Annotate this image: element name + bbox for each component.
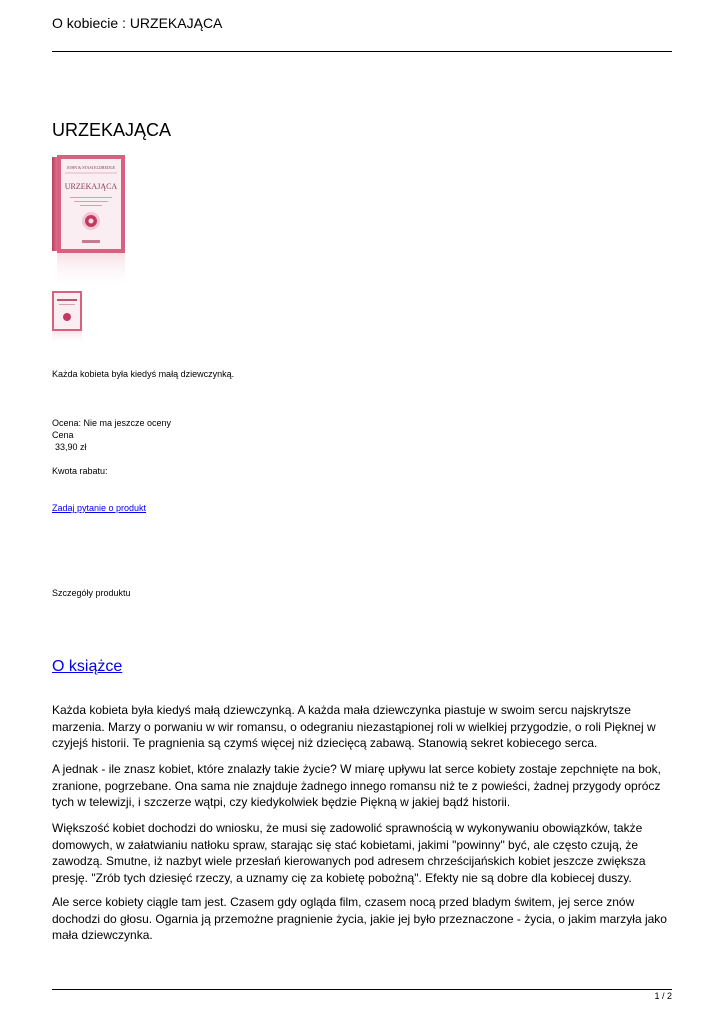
cover-authors: JOHN & STASI ELDREDGE [66, 165, 116, 170]
cover-title: URZEKAJĄCA [64, 182, 118, 191]
product-title: URZEKAJĄCA [52, 120, 172, 140]
book-cover-thumbnail[interactable] [52, 291, 82, 331]
header-divider [52, 51, 672, 52]
price-label: Cena [52, 430, 74, 440]
product-details-label: Szczegóły produktu [52, 588, 131, 598]
about-paragraph: Każda kobieta była kiedyś małą dziewczynką. A każda mała dziewczynka piastuje w swoim sercu najskrytsze marzenia. Marzy o porwaniu w wir romansu, o odegraniu niezastąpionej roli w wielkiej przygodzie, o roli Pięknej w czyjejś historii. Te pragnienia są czymś więcej niż dziecięcą zabawą. Stanowią sekret kobiecego serca. [52, 703, 656, 750]
page-number: 1 / 2 [654, 991, 672, 1001]
footer-divider [52, 989, 672, 990]
discount-label: Kwota rabatu: [52, 466, 108, 476]
about-paragraph: Ale serce kobiety ciągle tam jest. Czasem gdy ogląda film, czasem nocą przed bladym świtem, jej serce znów dochodzi do głosu. Ogarnia ją przemożne pragnienie życia, jakie jej było przeznaczone - życia, o jakim marzyła jako mała dziewczynka. [52, 895, 667, 942]
thumbnail-reflection [52, 331, 82, 345]
product-rating: Ocena: Nie ma jeszcze oceny [52, 418, 172, 428]
price-value: 33,90 zł [55, 442, 87, 452]
about-paragraph: A jednak - ile znasz kobiet, które znalazły takie życie? W miarę upływu lat serce kobiety zostaje zepchnięte na bok, zranione, pogrzebane. Ona sama nie znajduje żadnego innego romansu niż te z powieści, żadnej przygody oprócz tych w telewizji, i szczerze wątpi, czy kiedykolwiek będzie Piękną w jakiej bądź historii. [52, 762, 661, 809]
product-short-description: Każda kobieta była kiedyś małą dziewczynką. [52, 369, 235, 379]
page-header: O kobiecie : URZEKAJĄCA [52, 15, 223, 31]
about-book-heading[interactable]: O książce [52, 658, 123, 675]
book-cover-reflection [52, 253, 126, 289]
book-cover-image[interactable] [52, 155, 126, 253]
ask-question-link[interactable]: Zadaj pytanie o produkt [52, 503, 147, 513]
about-paragraph: Większość kobiet dochodzi do wniosku, że musi się zadowolić sprawnością w wykonywaniu obowiązków, także domowych, w załatwianiu natłoku spraw, starając się stać kobietami, jakimi "powinny" być, ale często czują, że zawodzą. Smutne, iż nazbyt wiele przesłań kierowanych pod adresem chrześcijańskich kobiet jeszcze zwiększa presję. "Zrób tych dziesięć rzeczy, a uznamy cię za kobietę pobożną". Efekty nie są dobre dla kobiecej duszy. [52, 821, 646, 885]
